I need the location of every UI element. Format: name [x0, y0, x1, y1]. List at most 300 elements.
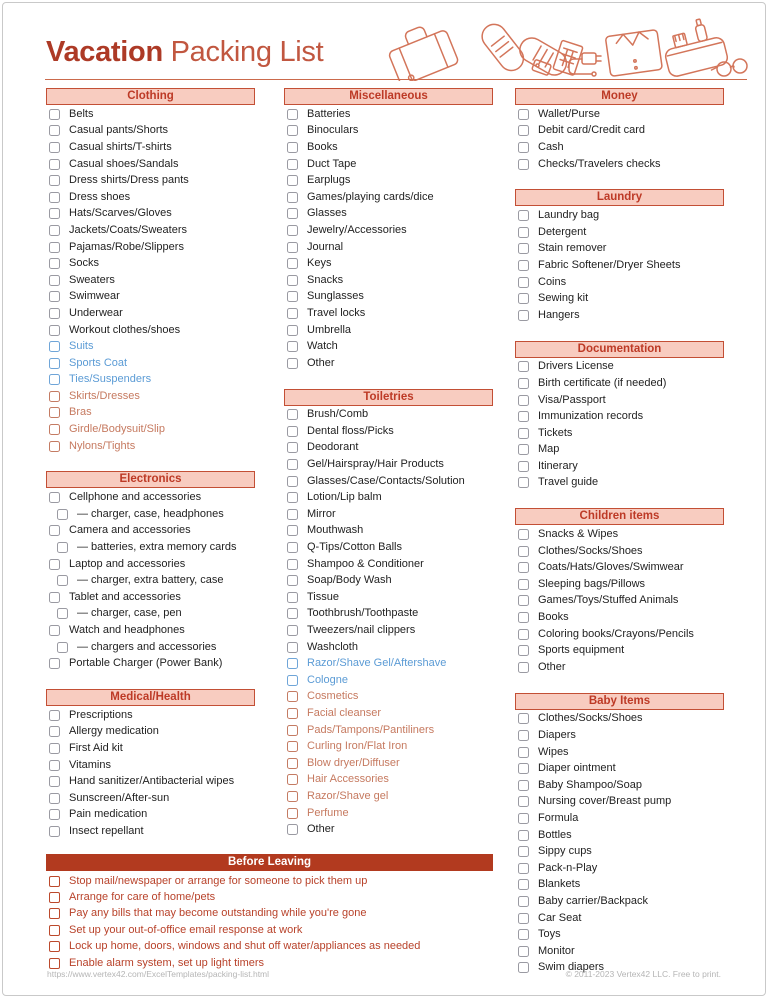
- item-label: Batteries: [307, 107, 351, 120]
- item-label: Cash: [538, 140, 564, 153]
- checklist-item: [284, 639, 493, 656]
- checkbox-hair-accessories[interactable]: [287, 774, 298, 785]
- checkbox-glasses[interactable]: [287, 208, 298, 219]
- checkbox-formula[interactable]: [518, 813, 529, 824]
- shirt-icon: [605, 30, 662, 77]
- checkbox-detergent[interactable]: [518, 227, 529, 238]
- checkbox-dress-shoes[interactable]: [49, 192, 60, 203]
- section-header-baby-items: Baby Items: [515, 693, 724, 710]
- checkbox-itinerary[interactable]: [518, 461, 529, 472]
- checkbox-first-aid-kit[interactable]: [49, 743, 60, 754]
- item-label: Sippy cups: [538, 845, 592, 858]
- item-label: Razor/Shave Gel/Aftershave: [307, 657, 447, 670]
- checkbox-other[interactable]: [287, 824, 298, 835]
- checkbox-pajamas-robe-slippers[interactable]: [49, 242, 60, 253]
- checkbox-workout-clothes-shoes[interactable]: [49, 325, 60, 336]
- checklist-item: [46, 305, 255, 322]
- checkbox-sewing-kit[interactable]: [518, 293, 529, 304]
- checklist-item: [515, 711, 724, 728]
- checkbox-baby-shampoo-soap[interactable]: [518, 780, 529, 791]
- checklist-item: [284, 539, 493, 556]
- checkbox-casual-shoes-sandals[interactable]: [49, 159, 60, 170]
- section-documentation: [515, 341, 724, 492]
- checklist-item: [515, 442, 724, 459]
- item-label: Wipes: [538, 745, 569, 758]
- checkbox-wallet-purse[interactable]: [518, 109, 529, 120]
- item-label: Soap/Body Wash: [307, 574, 392, 587]
- checkbox-pack-n-play[interactable]: [518, 863, 529, 874]
- checkbox-hats-scarves-gloves[interactable]: [49, 208, 60, 219]
- checklist-item: [515, 609, 724, 626]
- checkbox-coats-hats-gloves-swimwear[interactable]: [518, 562, 529, 573]
- checkbox-car-seat[interactable]: [518, 913, 529, 924]
- item-label: Drivers License: [538, 360, 614, 373]
- checkbox-sunglasses[interactable]: [287, 291, 298, 302]
- checkbox-nylons-tights[interactable]: [49, 441, 60, 452]
- item-label: Laptop and accessories: [69, 557, 186, 570]
- checkbox-pay-any-bills-that-may-become-outstanding-while-you-re-gone[interactable]: [49, 908, 60, 919]
- checkbox-travel-guide[interactable]: [518, 477, 529, 488]
- item-label: Pack-n-Play: [538, 861, 598, 874]
- checkbox-books[interactable]: [518, 612, 529, 623]
- checkbox-coloring-books-crayons-pencils[interactable]: [518, 629, 529, 640]
- item-label: Washcloth: [307, 640, 358, 653]
- item-label: Earplugs: [307, 174, 351, 187]
- checklist-item: [46, 922, 493, 938]
- checkbox-lock-up-home-doors-windows-and-shut-off-water-appliances-as-needed[interactable]: [49, 941, 60, 952]
- checkbox-swimwear[interactable]: [49, 291, 60, 302]
- checkbox-umbrella[interactable]: [287, 325, 298, 336]
- item-label: Travel locks: [307, 306, 366, 319]
- checkbox-stain-remover[interactable]: [518, 243, 529, 254]
- section-header-miscellaneous: Miscellaneous: [284, 88, 493, 105]
- checkbox-keys[interactable]: [287, 258, 298, 269]
- item-label: Casual shirts/T-shirts: [69, 140, 172, 153]
- section-clothing: [46, 88, 255, 454]
- checkbox-duct-tape[interactable]: [287, 159, 298, 170]
- section-miscellaneous: [284, 88, 493, 372]
- checklist-item: [46, 523, 255, 540]
- checkbox-visa-passport[interactable]: [518, 395, 529, 406]
- checkbox-travel-locks[interactable]: [287, 308, 298, 319]
- checklist-item: [46, 489, 255, 506]
- item-label: Hair Accessories: [307, 773, 389, 786]
- checkbox-baby-carrier-backpack[interactable]: [518, 896, 529, 907]
- item-label: Detergent: [538, 225, 587, 238]
- checkbox-coins[interactable]: [518, 277, 529, 288]
- checkbox-blow-dryer-diffuser[interactable]: [287, 758, 298, 769]
- checklist-item: [284, 123, 493, 140]
- item-label: Immunization records: [538, 410, 644, 423]
- section-header-money: Money: [515, 88, 724, 105]
- checkbox-deodorant[interactable]: [287, 442, 298, 453]
- checkbox-clothes-socks-shoes[interactable]: [518, 546, 529, 557]
- item-label: Sunscreen/After-sun: [69, 791, 170, 804]
- checkbox-portable-charger-power-bank[interactable]: [49, 658, 60, 669]
- item-label: Coloring books/Crayons/Pencils: [538, 627, 694, 640]
- checklist-item: [515, 642, 724, 659]
- checkbox-bottles[interactable]: [518, 830, 529, 841]
- item-label: Binoculars: [307, 124, 359, 137]
- checklist-item: [515, 843, 724, 860]
- item-label: Tissue: [307, 590, 339, 603]
- checkbox-tissue[interactable]: [287, 592, 298, 603]
- checkbox-hangers[interactable]: [518, 310, 529, 321]
- item-label: Wallet/Purse: [538, 107, 600, 120]
- item-label: Casual pants/Shorts: [69, 124, 169, 137]
- checklist-item: [515, 359, 724, 376]
- checkbox-debit-card-credit-card[interactable]: [518, 125, 529, 136]
- checklist-item: [46, 740, 255, 757]
- item-label: Formula: [538, 811, 579, 824]
- item-label: Tickets: [538, 426, 573, 439]
- checkbox-swim-diapers[interactable]: [518, 962, 529, 973]
- item-label: Workout clothes/shoes: [69, 323, 181, 336]
- checklist-item: [46, 289, 255, 306]
- checkbox-cash[interactable]: [518, 142, 529, 153]
- checklist-item: [515, 794, 724, 811]
- checklist-item: [46, 823, 255, 840]
- checkbox-sippy-cups[interactable]: [518, 846, 529, 857]
- section-children-items: [515, 508, 724, 675]
- checkbox-toys[interactable]: [518, 929, 529, 940]
- checklist-item: [284, 206, 493, 223]
- item-label: Map: [538, 443, 560, 456]
- checklist-item: [284, 606, 493, 623]
- calculator-icon: [553, 40, 583, 75]
- item-label: Car Seat: [538, 911, 582, 924]
- checkbox-cologne[interactable]: [287, 675, 298, 686]
- checklist-item: [515, 106, 724, 123]
- checkbox-curling-iron-flat-iron[interactable]: [287, 741, 298, 752]
- item-label: Perfume: [307, 806, 349, 819]
- checklist-item: [46, 372, 255, 389]
- checkbox-glasses-case-contacts-solution[interactable]: [287, 476, 298, 487]
- section-toiletries: [284, 389, 493, 838]
- checkbox-watch-and-headphones[interactable]: [49, 625, 60, 636]
- checkbox-diapers[interactable]: [518, 730, 529, 741]
- item-label: — chargers and accessories: [77, 640, 217, 653]
- section-laundry: [515, 189, 724, 323]
- checklist-item: [46, 338, 255, 355]
- checkbox-sunscreen-after-sun[interactable]: [49, 793, 60, 804]
- checkbox-games-toys-stuffed-animals[interactable]: [518, 595, 529, 606]
- checklist-item: [284, 689, 493, 706]
- item-label: — batteries, extra memory cards: [77, 541, 237, 554]
- checklist-item: [515, 257, 724, 274]
- footer-url[interactable]: https://www.vertex42.com/ExcelTemplates/packing-list.html: [47, 969, 270, 979]
- checkbox-camera-and-accessories[interactable]: [49, 525, 60, 536]
- title-words-packing-list: Packing List: [162, 36, 324, 68]
- item-label: Baby carrier/Backpack: [538, 894, 649, 907]
- checklist-item: [284, 255, 493, 272]
- checkbox-skirts-dresses[interactable]: [49, 391, 60, 402]
- checkbox-vitamins[interactable]: [49, 760, 60, 771]
- checkbox-pain-medication[interactable]: [49, 809, 60, 820]
- column-right: [515, 88, 724, 993]
- checkbox-clothes-socks-shoes[interactable]: [518, 713, 529, 724]
- item-label: Pads/Tampons/Pantiliners: [307, 723, 435, 736]
- checkbox-charger-extra-battery-case[interactable]: [57, 575, 68, 586]
- checklist-item: [515, 475, 724, 492]
- checklist-item: [46, 606, 255, 623]
- checklist-item: [284, 440, 493, 457]
- checklist-item: [284, 523, 493, 540]
- item-label: Enable alarm system, set up light timers: [69, 956, 265, 969]
- checkbox-laptop-and-accessories[interactable]: [49, 559, 60, 570]
- checkbox-watch[interactable]: [287, 341, 298, 352]
- item-label: Pain medication: [69, 808, 148, 821]
- item-label: Bottles: [538, 828, 572, 841]
- checklist-item: [46, 707, 255, 724]
- item-label: Q-Tips/Cotton Balls: [307, 541, 402, 554]
- checklist-item: [46, 539, 255, 556]
- checkbox-checks-travelers-checks[interactable]: [518, 159, 529, 170]
- checkbox-hand-sanitizer-antibacterial-wipes[interactable]: [49, 776, 60, 787]
- item-label: Swim diapers: [538, 961, 605, 974]
- checkbox-other[interactable]: [287, 358, 298, 369]
- section-header-laundry: Laundry: [515, 189, 724, 206]
- checkbox-books[interactable]: [287, 142, 298, 153]
- checklist-item: [515, 458, 724, 475]
- item-label: Birth certificate (if needed): [538, 376, 667, 389]
- checklist-item: [284, 322, 493, 339]
- item-label: Jewelry/Accessories: [307, 223, 407, 236]
- checkbox-razor-shave-gel[interactable]: [287, 791, 298, 802]
- checkbox-tickets[interactable]: [518, 428, 529, 439]
- checkbox-suits[interactable]: [49, 341, 60, 352]
- checkbox-ties-suspenders[interactable]: [49, 374, 60, 385]
- checkbox-perfume[interactable]: [287, 808, 298, 819]
- checkbox-dental-floss-picks[interactable]: [287, 426, 298, 437]
- page-title: [46, 36, 323, 69]
- checkbox-charger-case-headphones[interactable]: [57, 509, 68, 520]
- item-label: Checks/Travelers checks: [538, 157, 661, 170]
- checklist-item: [284, 655, 493, 672]
- checkbox-batteries-extra-memory-cards[interactable]: [57, 542, 68, 553]
- checkbox-mirror[interactable]: [287, 509, 298, 520]
- checkbox-enable-alarm-system-set-up-light-timers[interactable]: [49, 958, 60, 969]
- item-label: Skirts/Dresses: [69, 389, 140, 402]
- checkbox-snacks-wipes[interactable]: [518, 529, 529, 540]
- checklist-item: [515, 744, 724, 761]
- item-label: Nursing cover/Breast pump: [538, 795, 672, 808]
- checkbox-lotion-lip-balm[interactable]: [287, 492, 298, 503]
- checkbox-monitor[interactable]: [518, 946, 529, 957]
- item-label: Sunglasses: [307, 290, 364, 303]
- checkbox-washcloth[interactable]: [287, 642, 298, 653]
- checkbox-girdle-bodysuit-slip[interactable]: [49, 424, 60, 435]
- checkbox-dress-shirts-dress-pants[interactable]: [49, 175, 60, 186]
- checkbox-insect-repellant[interactable]: [49, 826, 60, 837]
- checklist-item: [284, 423, 493, 440]
- checkbox-casual-shirts-t-shirts[interactable]: [49, 142, 60, 153]
- checkbox-nursing-cover-breast-pump[interactable]: [518, 796, 529, 807]
- checkbox-toothbrush-toothpaste[interactable]: [287, 608, 298, 619]
- checklist-item: [284, 772, 493, 789]
- checklist-item: [46, 255, 255, 272]
- checklist-item: [515, 559, 724, 576]
- item-label: Hats/Scarves/Gloves: [69, 207, 172, 220]
- checklist-item: [46, 239, 255, 256]
- checklist-item: [515, 425, 724, 442]
- checklist-item: [284, 222, 493, 239]
- packing-list-page: [2, 2, 766, 996]
- item-label: Cosmetics: [307, 690, 359, 703]
- item-label: Clothes/Socks/Shoes: [538, 544, 643, 557]
- item-label: Watch and headphones: [69, 624, 185, 637]
- item-label: Clothes/Socks/Shoes: [538, 712, 643, 725]
- checkbox-shampoo-conditioner[interactable]: [287, 559, 298, 570]
- checklist-item: [46, 655, 255, 672]
- checklist-item: [46, 189, 255, 206]
- section-header-clothing: Clothing: [46, 88, 255, 105]
- checkbox-belts[interactable]: [49, 109, 60, 120]
- checkbox-sports-coat[interactable]: [49, 358, 60, 369]
- checkbox-prescriptions[interactable]: [49, 710, 60, 721]
- section-header-electronics: Electronics: [46, 471, 255, 488]
- checklist-item: [515, 576, 724, 593]
- checkbox-casual-pants-shorts[interactable]: [49, 125, 60, 136]
- checklist-item: [284, 473, 493, 490]
- checkbox-set-up-your-out-of-office-email-response-at-work[interactable]: [49, 925, 60, 936]
- checkbox-socks[interactable]: [49, 258, 60, 269]
- checkbox-binoculars[interactable]: [287, 125, 298, 136]
- checkbox-laundry-bag[interactable]: [518, 210, 529, 221]
- checkbox-birth-certificate-if-needed[interactable]: [518, 378, 529, 389]
- checkbox-soap-body-wash[interactable]: [287, 575, 298, 586]
- checklist-item: [46, 622, 255, 639]
- checklist-item: [46, 272, 255, 289]
- item-label: Set up your out-of-office email response at work: [69, 923, 303, 936]
- checkbox-jackets-coats-sweaters[interactable]: [49, 225, 60, 236]
- checkbox-games-playing-cards-dice[interactable]: [287, 192, 298, 203]
- checkbox-fabric-softener-dryer-sheets[interactable]: [518, 260, 529, 271]
- checkbox-sweaters[interactable]: [49, 275, 60, 286]
- checklist-item: [515, 910, 724, 927]
- checkbox-facial-cleanser[interactable]: [287, 708, 298, 719]
- checkbox-q-tips-cotton-balls[interactable]: [287, 542, 298, 553]
- item-label: Suits: [69, 340, 94, 353]
- checkbox-pads-tampons-pantiliners[interactable]: [287, 725, 298, 736]
- checkbox-jewelry-accessories[interactable]: [287, 225, 298, 236]
- checkbox-wipes[interactable]: [518, 747, 529, 758]
- checkbox-cellphone-and-accessories[interactable]: [49, 492, 60, 503]
- item-label: Cellphone and accessories: [69, 491, 202, 504]
- checkbox-diaper-ointment[interactable]: [518, 763, 529, 774]
- checkbox-snacks[interactable]: [287, 275, 298, 286]
- section-baby-items: [515, 693, 724, 977]
- checkbox-tablet-and-accessories[interactable]: [49, 592, 60, 603]
- checkbox-sports-equipment[interactable]: [518, 645, 529, 656]
- item-label: Snacks & Wipes: [538, 528, 619, 541]
- item-label: Pajamas/Robe/Slippers: [69, 240, 184, 253]
- item-label: Dress shirts/Dress pants: [69, 174, 189, 187]
- item-label: Bras: [69, 406, 92, 419]
- checklist-item: [515, 290, 724, 307]
- checklist-item: [46, 506, 255, 523]
- checkbox-bras[interactable]: [49, 407, 60, 418]
- checklist-item: [284, 738, 493, 755]
- checklist-item: [284, 289, 493, 306]
- checklist-item: [284, 622, 493, 639]
- checkbox-sleeping-bags-pillows[interactable]: [518, 579, 529, 590]
- item-label: Deodorant: [307, 441, 359, 454]
- item-label: Arrange for care of home/pets: [69, 891, 216, 904]
- checklist-item: [515, 139, 724, 156]
- item-label: Gel/Hairspray/Hair Products: [307, 458, 444, 471]
- section-header-children-items: Children items: [515, 508, 724, 525]
- checkbox-other[interactable]: [518, 662, 529, 673]
- checkbox-mouthwash[interactable]: [287, 525, 298, 536]
- checkbox-map[interactable]: [518, 444, 529, 455]
- item-label: — charger, case, headphones: [77, 507, 224, 520]
- item-label: Sweaters: [69, 273, 115, 286]
- checklist-item: [46, 790, 255, 807]
- checklist-item: [515, 123, 724, 140]
- checkbox-drivers-license[interactable]: [518, 361, 529, 372]
- item-label: — charger, extra battery, case: [77, 574, 224, 587]
- checkbox-cosmetics[interactable]: [287, 691, 298, 702]
- checkbox-immunization-records[interactable]: [518, 411, 529, 422]
- checkbox-brush-comb[interactable]: [287, 409, 298, 420]
- checkbox-stop-mail-newspaper-or-arrange-for-someone-to-pick-them-up[interactable]: [49, 876, 60, 887]
- checkbox-journal[interactable]: [287, 242, 298, 253]
- checkbox-arrange-for-care-of-home-pets[interactable]: [49, 892, 60, 903]
- item-label: Tablet and accessories: [69, 590, 181, 603]
- checkbox-blankets[interactable]: [518, 879, 529, 890]
- checkbox-gel-hairspray-hair-products[interactable]: [287, 459, 298, 470]
- checkbox-batteries[interactable]: [287, 109, 298, 120]
- item-label: Duct Tape: [307, 157, 357, 170]
- checklist-item: [284, 705, 493, 722]
- checklist-item: [284, 172, 493, 189]
- checkbox-razor-shave-gel-aftershave[interactable]: [287, 658, 298, 669]
- column-middle: [284, 88, 493, 855]
- checklist-item: [284, 506, 493, 523]
- item-label: Sewing kit: [538, 292, 589, 305]
- checkbox-allergy-medication[interactable]: [49, 726, 60, 737]
- section-money: [515, 88, 724, 172]
- item-label: Vitamins: [69, 758, 111, 771]
- item-label: Lotion/Lip balm: [307, 491, 382, 504]
- checkbox-underwear[interactable]: [49, 308, 60, 319]
- item-label: Dress shoes: [69, 190, 131, 203]
- checklist-item: [284, 805, 493, 822]
- checklist-item: [515, 224, 724, 241]
- checklist-item: [515, 893, 724, 910]
- section-header-medical-health: Medical/Health: [46, 689, 255, 706]
- item-label: Lock up home, doors, windows and shut off water/appliances as needed: [69, 940, 421, 953]
- checklist-item: [46, 222, 255, 239]
- checkbox-tweezers-nail-clippers[interactable]: [287, 625, 298, 636]
- checklist-item: [284, 355, 493, 372]
- checklist-item: [284, 272, 493, 289]
- item-label: Camera and accessories: [69, 524, 191, 537]
- checklist-item: [284, 755, 493, 772]
- glasses-icon: [712, 59, 748, 76]
- checkbox-chargers-and-accessories[interactable]: [57, 642, 68, 653]
- checklist-item: [46, 757, 255, 774]
- item-label: Games/playing cards/dice: [307, 190, 434, 203]
- item-label: Dental floss/Picks: [307, 424, 394, 437]
- item-label: Other: [307, 823, 335, 836]
- item-label: Mirror: [307, 507, 336, 520]
- checkbox-earplugs[interactable]: [287, 175, 298, 186]
- checkbox-charger-case-pen[interactable]: [57, 608, 68, 619]
- item-label: Snacks: [307, 273, 344, 286]
- item-label: Cologne: [307, 673, 348, 686]
